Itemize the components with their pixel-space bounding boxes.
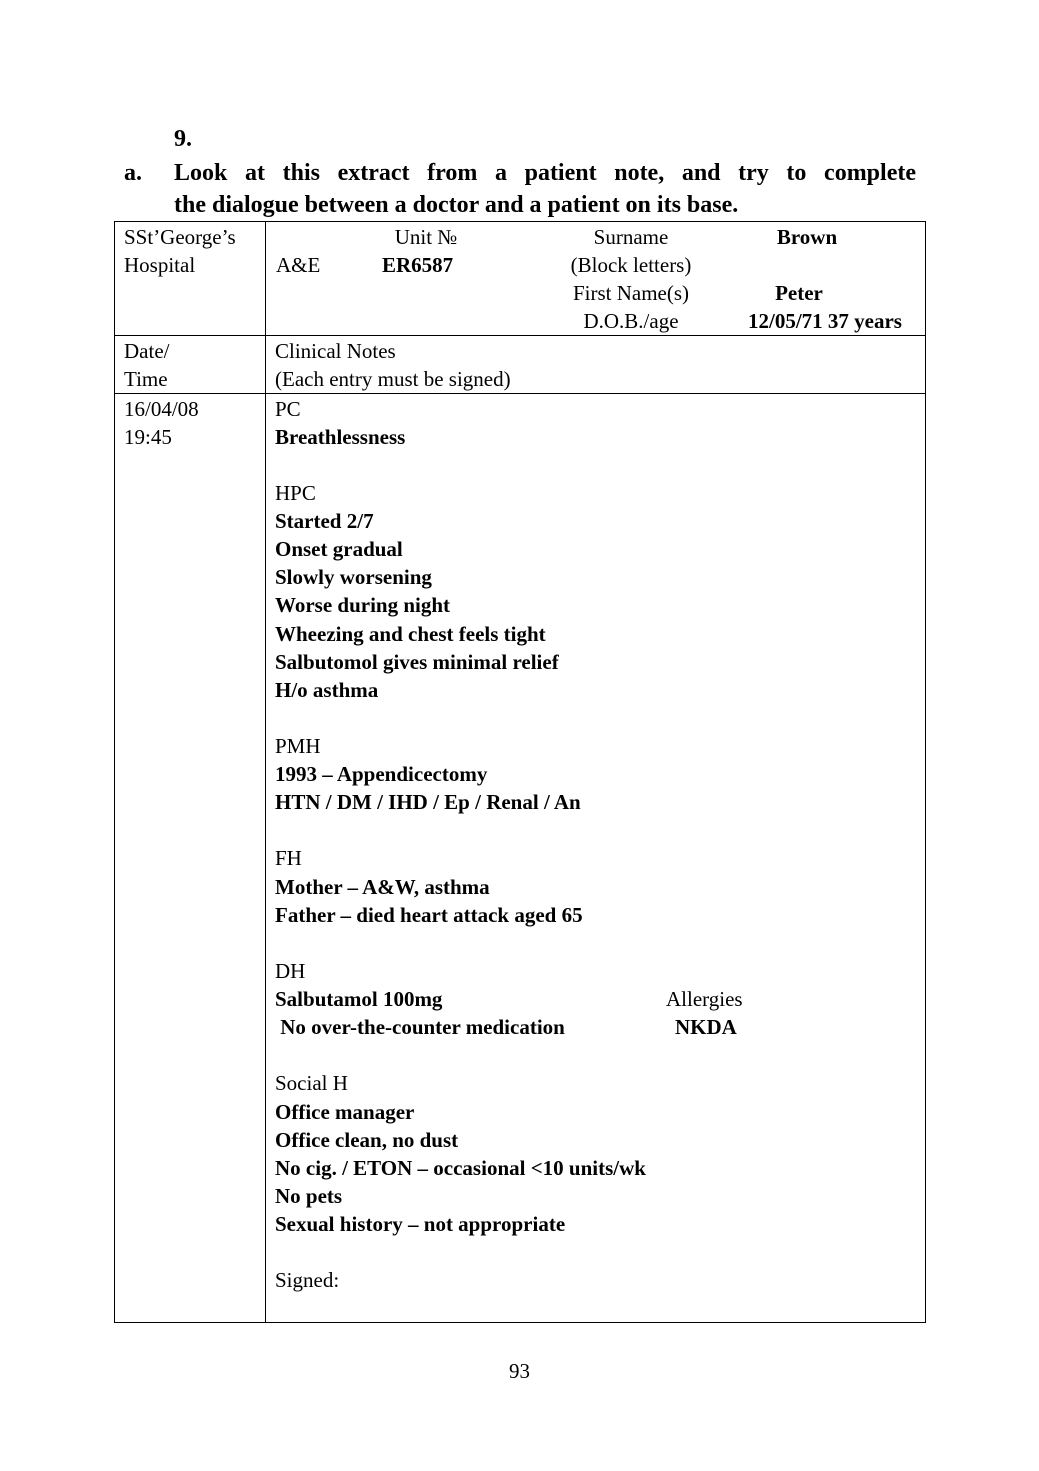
unit-number: ER6587 [382,253,454,277]
hpc-line: Started 2/7 [275,509,374,533]
entry-date: 16/04/08 [124,397,199,421]
hpc-line: Wheezing and chest feels tight [275,622,546,646]
entry-time: 19:45 [124,425,172,449]
task-instruction-line-1: Look at this extract from a patient note, and try to complete [174,160,916,186]
dh-heading: DH [275,959,306,983]
pc-heading: PC [275,397,301,421]
hpc-line: Salbutomol gives minimal relief [275,650,559,674]
page-number: 93 [509,1359,530,1383]
dh-line: No over-the-counter medication [275,1015,565,1039]
dob-label: D.O.B./age [583,309,679,333]
social-line: Office manager [275,1100,415,1124]
social-line: No cig. / ETON – occasional <10 units/wk [275,1156,646,1180]
pmh-heading: PMH [275,734,321,758]
hpc-line: Onset gradual [275,537,403,561]
clinical-notes-hint: (Each entry must be signed) [275,367,511,391]
task-instruction-line-2: the dialogue between a doctor and a patient on its base. [174,192,739,218]
fh-line: Father – died heart attack aged 65 [275,903,583,927]
column-header-divider [115,393,925,394]
allergies-label: Allergies [666,987,743,1011]
pmh-line: HTN / DM / IHD / Ep / Renal / An [275,790,581,814]
task-letter: a. [124,160,142,186]
surname-label: Surname [593,225,669,249]
time-column-label: Time [124,367,168,391]
hpc-line: Slowly worsening [275,565,432,589]
patient-note-table [114,221,926,1323]
hospital-name-line-1: SSt’George’s [124,225,236,249]
column-divider [265,222,266,1322]
hospital-name-line-2: Hospital [124,253,196,277]
first-name-value: Peter [775,281,823,305]
fh-heading: FH [275,846,302,870]
header-divider [115,335,925,336]
dob-value: 12/05/71 37 years [748,309,902,333]
surname-value: Brown [776,225,838,249]
signed-label: Signed: [275,1268,340,1292]
social-heading: Social H [275,1071,348,1095]
hpc-line: H/o asthma [275,678,379,702]
clinical-notes-label: Clinical Notes [275,339,396,363]
first-name-label: First Name(s) [572,281,690,305]
exercise-number: 9. [174,126,192,152]
date-column-label: Date/ [124,339,170,363]
pc-line: Breathlessness [275,425,406,449]
pmh-line: 1993 – Appendicectomy [275,762,488,786]
fh-line: Mother – A&W, asthma [275,875,490,899]
department: A&E [276,253,321,277]
hpc-line: Worse during night [275,593,451,617]
dh-line: Salbutamol 100mg [275,987,443,1011]
allergies-value: NKDA [675,1015,737,1039]
social-line: Sexual history – not appropriate [275,1212,566,1236]
surname-hint: (Block letters) [570,253,692,277]
unit-label: Unit № [394,225,458,249]
social-line: No pets [275,1184,343,1208]
hpc-heading: HPC [275,481,316,505]
social-line: Office clean, no dust [275,1128,459,1152]
